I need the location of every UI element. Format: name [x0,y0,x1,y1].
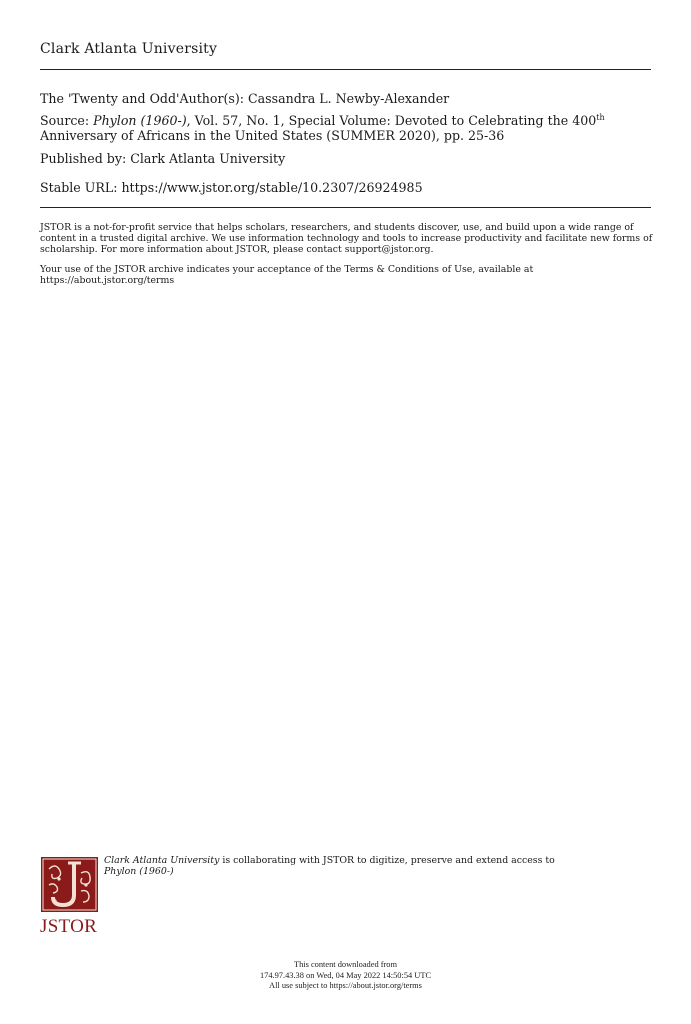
source-details-cont: Anniversary of Africans in the United States (SUMMER 2020), pp. 25-36 [40,128,505,143]
jstor-logo-icon [41,857,98,912]
footer-journal: Phylon (1960-) [104,865,174,877]
top-divider [40,69,651,70]
source-details: , Vol. 57, No. 1, Special Volume: Devoted to Celebrating the 400 [186,113,597,128]
footer-publisher: Clark Atlanta University [104,855,220,866]
article-title-author: The 'Twenty and Odd'Author(s): Cassandra L. Newby-Alexander [40,91,450,106]
article-source [40,113,605,143]
jstor-notice: JSTOR is a not-for-profit service that helps scholars, researchers, and students discover, use, and build upon a wide range of content in a trusted digital archive. We use information technology and tools to increase productivity and facilitate new forms of scholarship. For more information about JSTOR, please contact support@jstor.org. [40,222,653,255]
mid-divider [40,207,651,208]
publisher-name: Clark Atlanta University [40,41,218,57]
download-line-1: This content downloaded from [293,960,398,969]
source-journal: Phylon (1960-) [93,113,187,128]
stable-url[interactable]: Stable URL: https://www.jstor.org/stable/10.2307/26924985 [40,180,423,195]
published-by: Published by: Clark Atlanta University [40,151,286,166]
footer-collab-text: is collaborating with JSTOR to digitize, preserve and extend access to [219,855,555,866]
collaboration-statement [104,856,624,878]
download-line-2: 174.97.43.38 on Wed, 04 May 2022 14:50:54 UTC [259,970,432,980]
jstor-wordmark: JSTOR [40,916,98,937]
download-info [0,960,691,992]
source-label: Source: [40,113,94,128]
download-line-3: All use subject to https://about.jstor.org/terms [269,981,422,990]
source-superscript: th [596,113,605,122]
terms-notice: Your use of the JSTOR archive indicates your acceptance of the Terms & Conditions of Use, available at https://about.jstor.org/terms [40,264,534,286]
